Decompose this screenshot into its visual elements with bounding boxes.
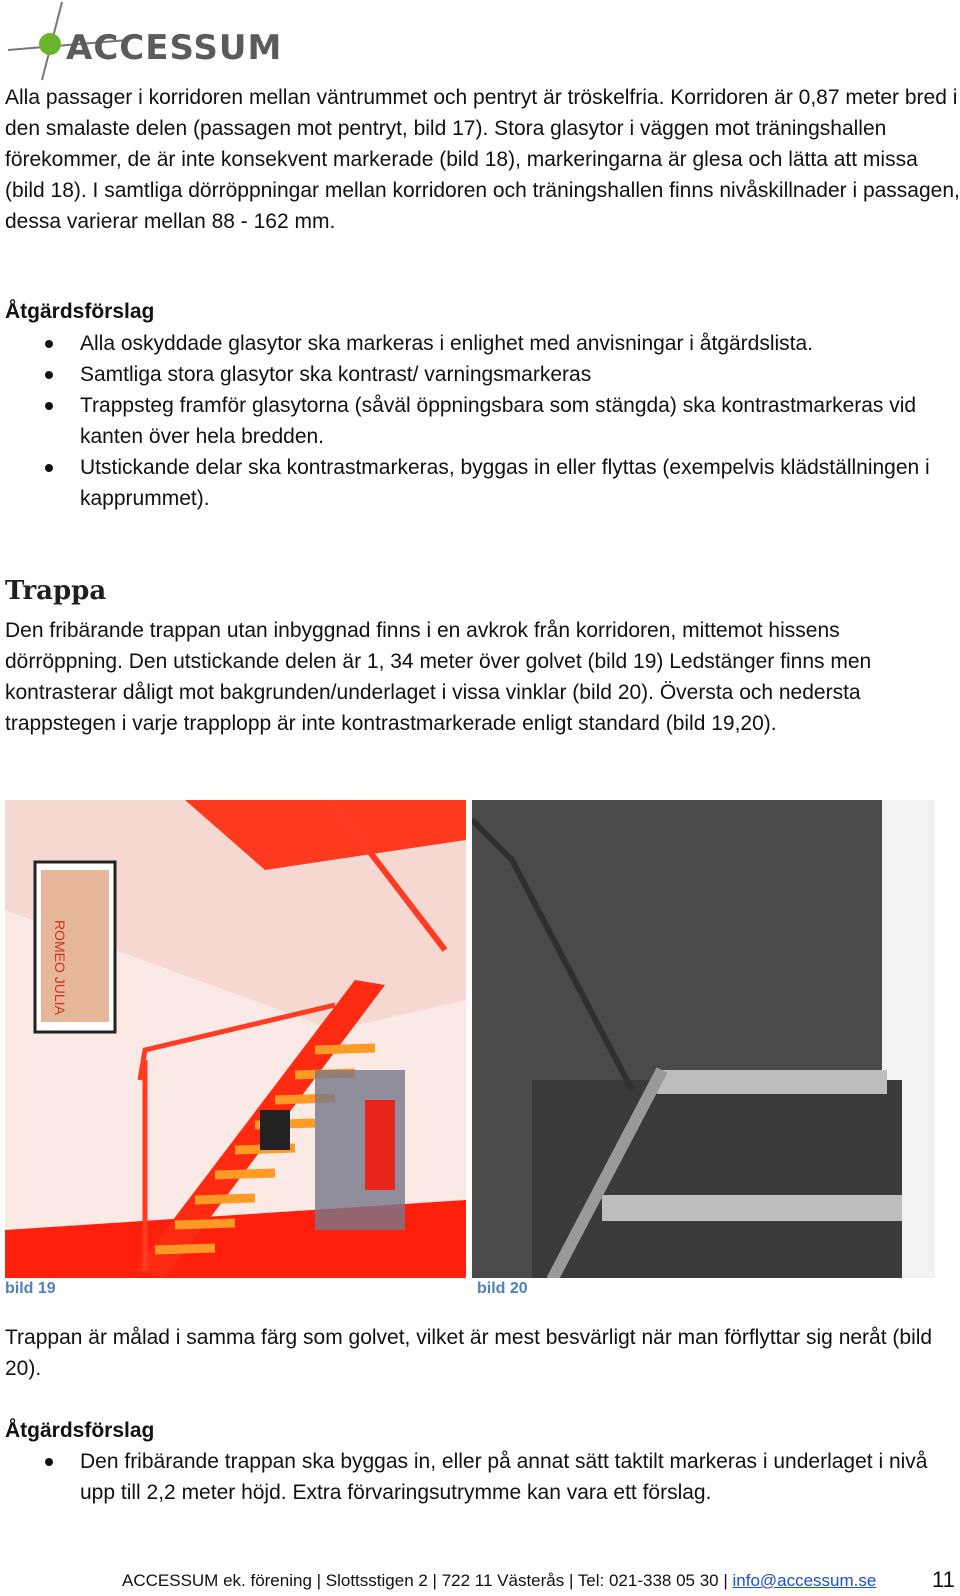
- list-item: Trappsteg framför glasytorna (såväl öppningsbara som stängda) ska kontrastmarkeras vid kanten över hela bredden.: [0, 390, 960, 452]
- action-list-1: [0, 328, 960, 514]
- list-item: Samtliga stora glasytor ska kontrast/ varningsmarkeras: [0, 359, 960, 390]
- action-list-2: [0, 1446, 960, 1508]
- section-heading-atgardsforslag-1: Åtgärdsförslag: [5, 300, 155, 323]
- bullet-icon: [45, 371, 53, 379]
- logo-text: ACCESSUM: [66, 28, 283, 68]
- list-item: Alla oskyddade glasytor ska markeras i enlighet med anvisningar i åtgärdslista.: [0, 328, 960, 359]
- accessum-logo: [2, 0, 283, 82]
- list-item: Utstickande delar ska kontrastmarkeras, byggas in eller flyttas (exempelvis klädställningen i kapprummet).: [0, 452, 960, 514]
- caption-bild-20: bild 20: [477, 1280, 528, 1297]
- list-item: Den fribärande trappan ska byggas in, eller på annat sätt taktilt markeras i underlaget i nivå upp till 2,2 meter höjd. Extra förvaringsutrymme kan vara ett förslag.: [0, 1446, 960, 1508]
- photo-bild-20: [472, 800, 935, 1278]
- footer-address: ACCESSUM ek. förening | Slottsstigen 2 | 722 11 Västerås | Tel: 021-338 05 30 |: [122, 1571, 733, 1590]
- section-heading-atgardsforslag-2: Åtgärdsförslag: [5, 1419, 155, 1442]
- bullet-icon: [45, 464, 53, 472]
- caption-bild-19: bild 19: [5, 1280, 56, 1297]
- section-title-trappa: Trappa: [5, 576, 107, 606]
- page-footer: [122, 1571, 876, 1591]
- footer-email-link[interactable]: info@accessum.se: [732, 1571, 877, 1590]
- photo-bild-19: [5, 800, 466, 1278]
- trappa-paragraph: Den fribärande trappan utan inbyggnad finns i en avkrok från korridoren, mittemot hissens dörröppning. Den utstickande delen är 1, 34 meter över golvet (bild 19) Ledstänger finns men kontrasterar dåligt mot bakgrunden/underlaget i vissa vinklar (bild 20). Översta och nedersta trappstegen i varje trapplopp är inte kontrastmarkerade enligt standard (bild 19,20).: [5, 619, 872, 735]
- bullet-icon: [45, 402, 53, 410]
- poster-text: ROMEO JULIA: [52, 920, 68, 1015]
- trappan-paragraph: Trappan är målad i samma färg som golvet, vilket är mest besvärligt när man förflyttar sig neråt (bild 20).: [5, 1326, 933, 1380]
- bullet-icon: [45, 340, 53, 348]
- bullet-icon: [45, 1458, 53, 1466]
- intro-paragraph: Alla passager i korridoren mellan väntrummet och pentryt är tröskelfria. Korridoren är 0,87 meter bred i den smalaste delen (passagen mot pentryt, bild 17). Stora glasytor i väggen mot träningshallen förekommer, de är inte konsekvent markerade (bild 18), markeringarna är glesa och lätta att missa (bild 18). I samtliga dörröppningar mellan korridoren och träningshallen finns nivåskillnader i passagen, dessa varierar mellan 88 - 162 mm.: [5, 86, 960, 233]
- page-number: 11: [932, 1567, 955, 1592]
